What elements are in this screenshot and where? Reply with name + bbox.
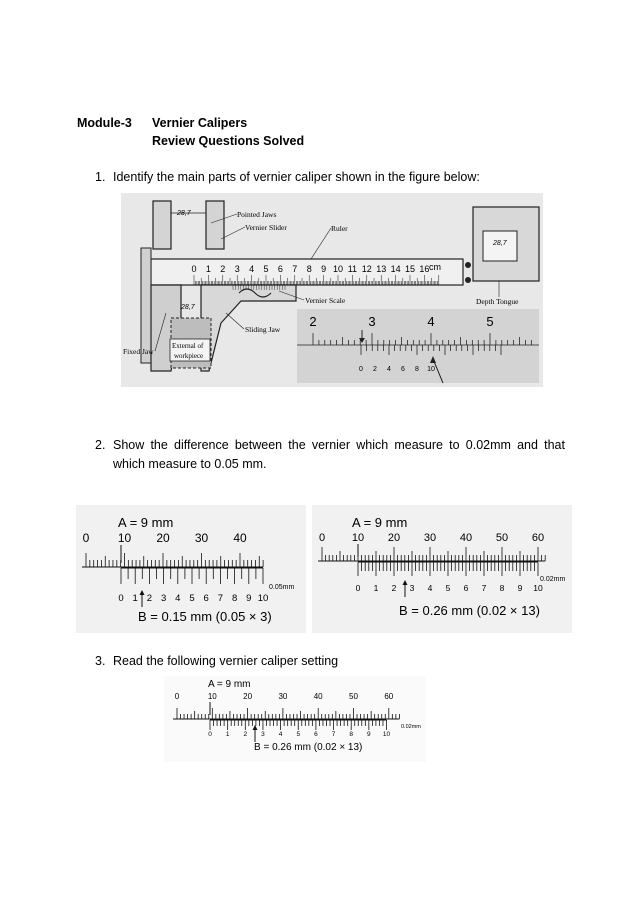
label-external-line2: workpiece: [174, 352, 204, 360]
main-scale-number: 12: [361, 264, 372, 274]
main-scale-number: 1: [205, 264, 211, 274]
label-sliding-jaw: Sliding Jaw: [245, 325, 281, 334]
main-scale-number: 10: [351, 532, 365, 544]
right-b-label: B = 0.26 mm (0.02 × 13): [399, 603, 540, 618]
main-scale-number: 40: [459, 532, 473, 544]
main-scale-number: 20: [156, 531, 170, 545]
main-scale-number: 40: [233, 531, 247, 545]
main-scale-number: 60: [531, 532, 545, 544]
question-1-text: Identify the main parts of vernier caliper shown in the figure below:: [113, 170, 480, 184]
vernier-number: 5: [189, 593, 195, 604]
fig3-a-label: A = 9 mm: [208, 679, 251, 690]
vernier-number: 8: [349, 731, 354, 738]
inset-vernier-number: 4: [387, 366, 391, 373]
fig3-least-count: 0.02mm: [401, 724, 421, 730]
vernier-number: 6: [314, 731, 318, 738]
inset-vernier-number: 10: [427, 366, 435, 373]
main-scale-number: 30: [278, 692, 288, 701]
vernier-number: 5: [445, 583, 451, 593]
label-external-line1: External of: [172, 342, 204, 350]
vernier-number: 1: [373, 583, 379, 593]
main-scale-number: 60: [384, 692, 394, 701]
dimension-top: 28,7: [177, 210, 191, 217]
label-ruler: Ruler: [331, 224, 348, 233]
vernier-number: 3: [409, 583, 415, 593]
vernier-number: 6: [203, 593, 209, 604]
main-scale-number: 3: [234, 264, 240, 274]
main-scale-number: 4: [249, 264, 255, 274]
dimension-middle: 28,7: [181, 304, 195, 311]
vernier-number: 8: [499, 583, 505, 593]
left-b-label: B = 0.15 mm (0.05 × 3): [138, 609, 272, 624]
left-a-label: A = 9 mm: [118, 515, 174, 530]
vernier-number: 6: [463, 583, 469, 593]
label-vernier-slider: Vernier Slider: [245, 223, 287, 232]
vernier-number: 4: [175, 593, 181, 604]
question-1-number: 1.: [95, 170, 106, 184]
main-scale-number: 10: [332, 264, 344, 274]
inset-vernier-number: 6: [401, 366, 405, 373]
vernier-number: 3: [261, 731, 265, 738]
vernier-number: 5: [296, 731, 301, 738]
vernier-number: 7: [331, 731, 336, 738]
page-title: Vernier Calipers: [152, 116, 248, 130]
main-scale-number: 0: [191, 264, 197, 274]
main-scale-number: 10: [117, 531, 132, 545]
vernier-reading-figure: [164, 676, 426, 762]
main-scale-number: 0: [82, 531, 90, 545]
main-scale-number: 14: [390, 264, 401, 274]
question-2-number: 2.: [95, 438, 106, 452]
main-scale-number: 11: [347, 264, 358, 274]
main-scale-number: 0: [174, 692, 180, 701]
main-scale-number: 13: [376, 264, 387, 274]
main-scale-number: 20: [387, 532, 401, 544]
inset-vernier-number: 0: [359, 366, 363, 373]
vernier-number: 2: [243, 731, 248, 738]
main-scale-number: 40: [313, 692, 323, 701]
label-depth-tongue: Depth Tongue: [476, 297, 519, 306]
main-scale-number: 2: [220, 264, 226, 274]
main-scale-number: 8: [306, 264, 312, 274]
main-scale-number: 6: [277, 264, 283, 274]
vernier-number: 7: [481, 583, 487, 593]
vernier-number: 3: [160, 593, 167, 604]
vernier-number: 10: [533, 583, 543, 593]
fig3-b-label: B = 0.26 mm (0.02 × 13): [254, 742, 363, 753]
inset-main-number: 4: [427, 314, 435, 329]
vernier-caliper-parts-figure: [121, 193, 543, 387]
vernier-number: 10: [257, 593, 269, 604]
label-fixed-jaw: Fixed Jaw: [123, 347, 154, 356]
main-scale-number: 50: [495, 532, 509, 544]
main-scale-number: 15: [404, 264, 416, 274]
main-scale-number: 20: [243, 692, 253, 701]
right-a-label: A = 9 mm: [352, 515, 408, 530]
vernier-number: 9: [367, 731, 371, 738]
vernier-number: 7: [217, 593, 224, 604]
vernier-number: 10: [382, 731, 391, 738]
main-scale-number: 30: [194, 531, 209, 545]
vernier-number: 2: [391, 583, 397, 593]
vernier-number: 1: [225, 731, 230, 738]
dimension-right: 28,7: [493, 240, 507, 247]
vernier-number: 4: [427, 583, 433, 593]
question-2-text-line1: Show the difference between the vernier which measure to 0.02mm and that: [113, 438, 565, 452]
vernier-number: 9: [246, 593, 252, 604]
main-scale-number: 5: [263, 264, 269, 274]
main-scale-number: 10: [207, 692, 217, 701]
right-least-count: 0.02mm: [540, 576, 566, 583]
module-label: Module-3: [77, 116, 132, 130]
vernier-number: 4: [278, 731, 283, 738]
vernier-comparison-figure: [76, 505, 572, 633]
inset-vernier-number: 8: [415, 366, 419, 373]
main-scale-number: 16: [419, 264, 430, 274]
vernier-number: 0: [118, 593, 124, 604]
question-2-text-line2: which measure to 0.05 mm.: [113, 457, 267, 471]
label-vernier-scale: Vernier Scale: [305, 296, 346, 305]
unit-cm: cm: [429, 262, 441, 272]
left-least-count: 0.05mm: [269, 584, 295, 591]
main-scale-number: 9: [321, 264, 327, 274]
inset-main-number: 2: [309, 314, 317, 329]
main-scale-number: 0: [318, 532, 326, 544]
label-pointed-jaws: Pointed Jaws: [237, 210, 277, 219]
inset-vernier-number: 2: [373, 366, 377, 373]
inset-main-number: 3: [368, 314, 376, 329]
vernier-number: 2: [146, 593, 153, 604]
main-scale-number: 50: [349, 692, 358, 701]
question-3-number: 3.: [95, 654, 106, 668]
main-scale-number: 30: [423, 532, 437, 544]
inset-main-number: 5: [486, 314, 494, 329]
page-subtitle: Review Questions Solved: [152, 134, 305, 148]
question-3-text: Read the following vernier caliper setting: [113, 654, 339, 668]
vernier-number: 0: [355, 583, 361, 593]
vernier-number: 0: [208, 731, 212, 738]
vernier-number: 1: [132, 593, 138, 604]
main-scale-number: 7: [292, 264, 298, 274]
vernier-number: 8: [231, 593, 238, 604]
vernier-number: 9: [517, 583, 523, 593]
